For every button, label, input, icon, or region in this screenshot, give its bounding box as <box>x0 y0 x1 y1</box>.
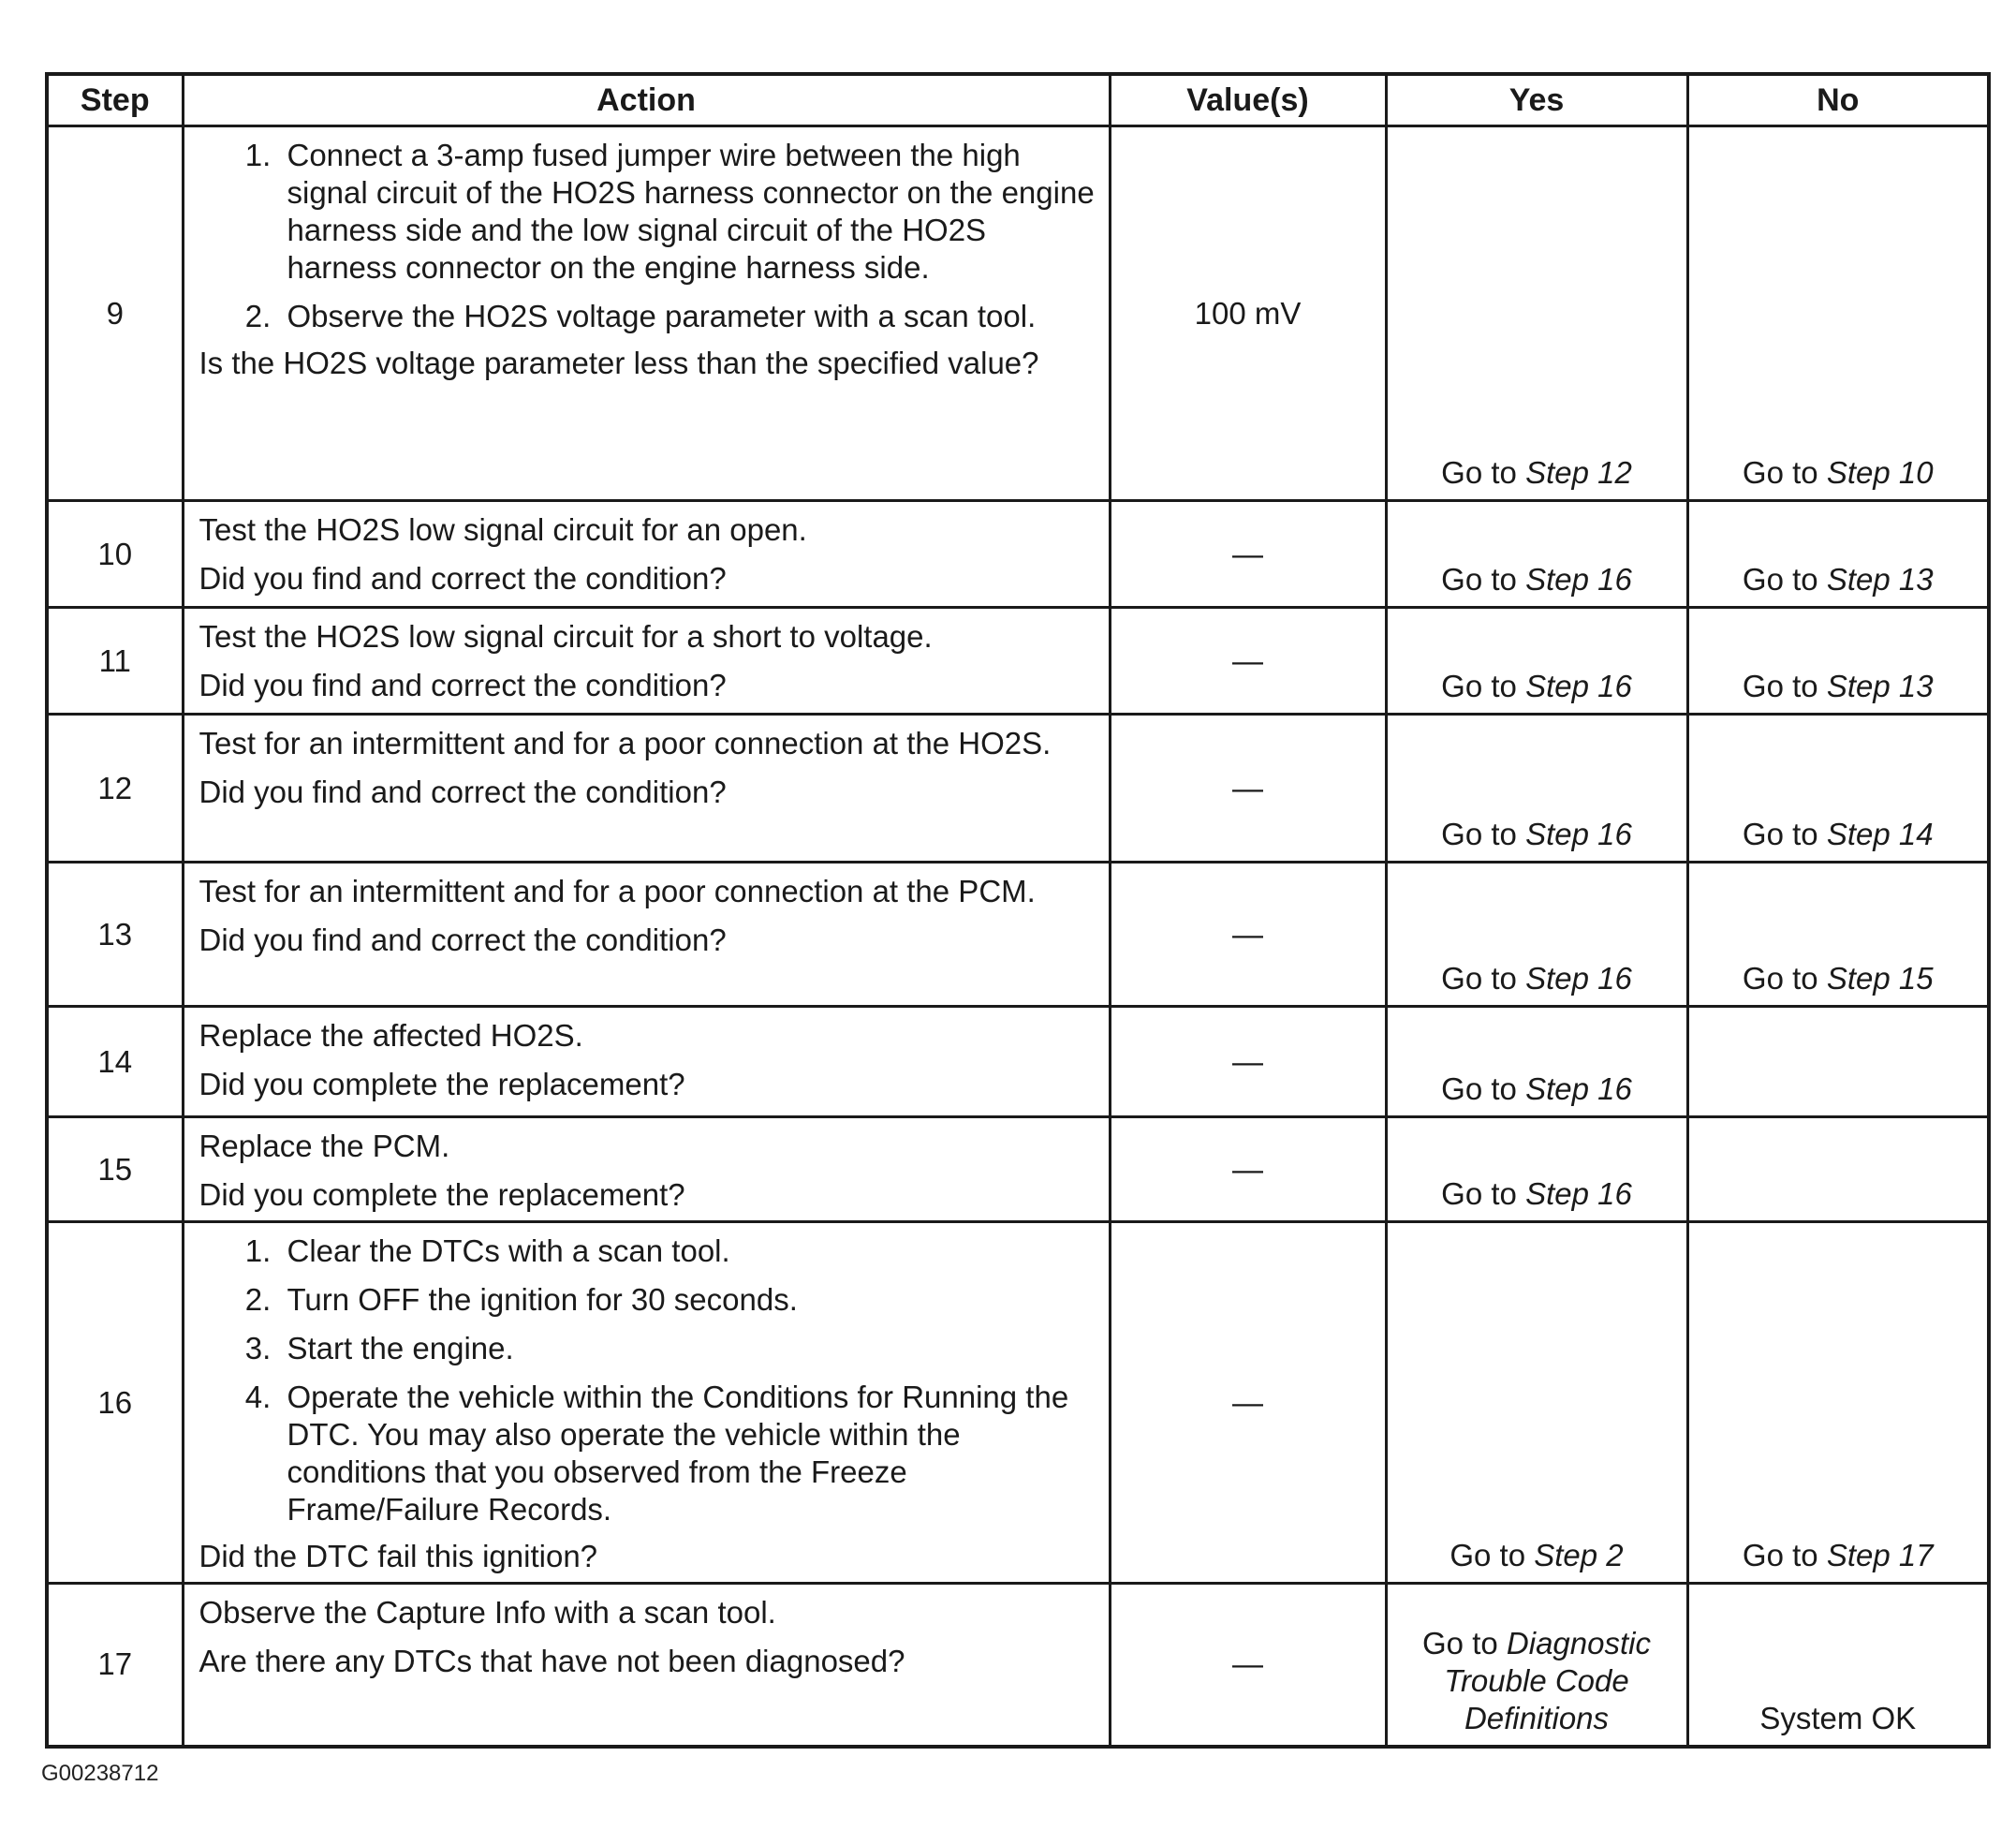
action-instruction: Replace the affected HO2S. <box>199 1018 583 1053</box>
goto-label: Go to <box>1441 669 1517 703</box>
goto-label: Go to <box>1441 817 1517 851</box>
no-result <box>1743 454 1934 492</box>
yes-result-cell <box>1386 501 1687 608</box>
action-question: Did you find and correct the condition? <box>199 561 727 596</box>
yes-result-cell <box>1386 608 1687 715</box>
no-result-cell <box>1687 126 1989 501</box>
action-question: Did you find and correct the condition? <box>199 775 727 809</box>
value-cell: — <box>1110 1584 1386 1747</box>
goto-label: Go to <box>1742 1538 1818 1572</box>
no-result <box>1759 1700 1916 1737</box>
step-reference: Diagnostic Trouble Code Definitions <box>1444 1625 1651 1735</box>
substep-list <box>199 1232 1096 1528</box>
table-row <box>47 126 1989 501</box>
header-step: Step <box>47 74 183 126</box>
step-number: 14 <box>47 1007 183 1117</box>
action-instruction: Observe the Capture Info with a scan tool. <box>199 1595 776 1630</box>
value-cell: — <box>1110 1007 1386 1117</box>
step-number: 11 <box>47 608 183 715</box>
step-reference: Step 16 <box>1525 961 1632 996</box>
action-instruction: Test for an intermittent and for a poor connection at the HO2S. <box>199 726 1052 760</box>
goto-label: Go to <box>1742 961 1818 996</box>
goto-label: Go to <box>1441 961 1517 996</box>
step-reference: Step 16 <box>1525 562 1632 597</box>
step-reference: Step 13 <box>1826 562 1934 597</box>
table-row <box>47 1007 1989 1117</box>
action-cell <box>183 126 1110 501</box>
yes-result <box>1441 1070 1632 1108</box>
substep-item: 4. Operate the vehicle within the Conditions for Running the DTC. You may also operate the vehicle within the conditions that you observed from the Freeze Frame/Failure Records. <box>280 1379 1096 1528</box>
step-reference: Step 16 <box>1525 1071 1632 1106</box>
step-reference: Step 16 <box>1525 669 1632 703</box>
table-row <box>47 608 1989 715</box>
action-question: Did you complete the replacement? <box>199 1067 685 1101</box>
value-cell: — <box>1110 863 1386 1007</box>
step-number: 10 <box>47 501 183 608</box>
yes-result <box>1405 1625 1668 1737</box>
substep-item: 2. Observe the HO2S voltage parameter with a scan tool. <box>280 298 1096 335</box>
yes-result-cell <box>1386 863 1687 1007</box>
goto-label: Go to <box>1742 669 1818 703</box>
no-result <box>1743 561 1934 598</box>
substep-item: 1. Clear the DTCs with a scan tool. <box>280 1232 1096 1270</box>
step-reference: Step 16 <box>1525 817 1632 851</box>
substep-item: 2. Turn OFF the ignition for 30 seconds. <box>280 1281 1096 1319</box>
value-cell: — <box>1110 1117 1386 1222</box>
table-row <box>47 1117 1989 1222</box>
action-cell <box>183 715 1110 863</box>
substep-item: 3. Start the engine. <box>280 1330 1096 1367</box>
value-cell: — <box>1110 501 1386 608</box>
no-result-cell <box>1687 1007 1989 1117</box>
step-number: 13 <box>47 863 183 1007</box>
action-instruction: Test the HO2S low signal circuit for a short to voltage. <box>199 619 933 654</box>
yes-result-cell <box>1386 715 1687 863</box>
goto-label: Go to <box>1422 1625 1498 1660</box>
table-row <box>47 1584 1989 1747</box>
action-instruction: Test for an intermittent and for a poor connection at the PCM. <box>199 874 1036 908</box>
header-yes: Yes <box>1386 74 1687 126</box>
no-result-cell <box>1687 863 1989 1007</box>
action-cell <box>183 608 1110 715</box>
value-cell: — <box>1110 1222 1386 1584</box>
yes-result-cell <box>1386 126 1687 501</box>
table-row <box>47 715 1989 863</box>
step-reference: Step 14 <box>1826 817 1934 851</box>
goto-label: Go to <box>1742 562 1818 597</box>
step-reference: Step 12 <box>1525 455 1632 490</box>
step-number: 17 <box>47 1584 183 1747</box>
no-result <box>1743 960 1934 997</box>
action-cell <box>183 1007 1110 1117</box>
no-result-cell <box>1687 608 1989 715</box>
action-instruction: Replace the PCM. <box>199 1129 450 1163</box>
yes-result-cell <box>1386 1222 1687 1584</box>
yes-result <box>1441 816 1632 853</box>
step-reference: Step 17 <box>1826 1538 1934 1572</box>
action-instruction: Test the HO2S low signal circuit for an open. <box>199 512 807 547</box>
no-result-cell <box>1687 1584 1989 1747</box>
table-body <box>47 126 1989 1747</box>
header-no: No <box>1687 74 1989 126</box>
step-reference: Step 13 <box>1826 669 1934 703</box>
header-values: Value(s) <box>1110 74 1386 126</box>
figure-id: G00238712 <box>41 1761 159 1786</box>
goto-label: Go to <box>1441 1176 1517 1211</box>
yes-result-cell <box>1386 1007 1687 1117</box>
yes-result <box>1441 454 1632 492</box>
action-question: Did the DTC fail this ignition? <box>199 1539 598 1573</box>
yes-result <box>1441 960 1632 997</box>
action-question: Did you find and correct the condition? <box>199 668 727 702</box>
action-question: Is the HO2S voltage parameter less than the specified value? <box>199 346 1039 380</box>
value-cell: 100 mV <box>1110 126 1386 501</box>
yes-result-cell <box>1386 1584 1687 1747</box>
header-action: Action <box>183 74 1110 126</box>
step-number: 15 <box>47 1117 183 1222</box>
goto-label: Go to <box>1742 455 1818 490</box>
action-question: Are there any DTCs that have not been diagnosed? <box>199 1644 905 1678</box>
action-question: Did you find and correct the condition? <box>199 922 727 957</box>
no-result-cell <box>1687 1222 1989 1584</box>
goto-label: Go to <box>1742 817 1818 851</box>
table-row <box>47 1222 1989 1584</box>
yes-result <box>1441 1175 1632 1213</box>
no-result <box>1743 816 1934 853</box>
no-result <box>1743 668 1934 705</box>
action-cell <box>183 1117 1110 1222</box>
step-reference: Step 16 <box>1525 1176 1632 1211</box>
yes-result <box>1441 561 1632 598</box>
action-cell <box>183 863 1110 1007</box>
step-number: 16 <box>47 1222 183 1584</box>
table-row <box>47 863 1989 1007</box>
goto-label: Go to <box>1441 1071 1517 1106</box>
goto-label: Go to <box>1449 1538 1526 1572</box>
value-cell: — <box>1110 715 1386 863</box>
value-cell: — <box>1110 608 1386 715</box>
action-cell <box>183 1584 1110 1747</box>
step-reference: Step 10 <box>1826 455 1934 490</box>
action-cell <box>183 1222 1110 1584</box>
action-cell <box>183 501 1110 608</box>
diagnostic-table <box>45 72 1991 1749</box>
no-result-cell <box>1687 1117 1989 1222</box>
yes-result <box>1441 668 1632 705</box>
substep-list <box>199 137 1096 335</box>
step-number: 9 <box>47 126 183 501</box>
no-result-cell <box>1687 501 1989 608</box>
result-text: System OK <box>1759 1700 1917 1735</box>
step-reference: Step 15 <box>1826 961 1934 996</box>
substep-item: 1. Connect a 3-amp fused jumper wire between the high signal circuit of the HO2S harness connector on the engine harness side and the low signal circuit of the HO2S harness connector on the engine harness side. <box>280 137 1096 287</box>
goto-label: Go to <box>1441 455 1517 490</box>
goto-label: Go to <box>1441 562 1517 597</box>
step-reference: Step 2 <box>1534 1538 1624 1572</box>
no-result <box>1743 1537 1934 1574</box>
yes-result <box>1449 1537 1623 1574</box>
header-row <box>47 74 1989 126</box>
step-number: 12 <box>47 715 183 863</box>
table-row <box>47 501 1989 608</box>
action-question: Did you complete the replacement? <box>199 1177 685 1212</box>
no-result-cell <box>1687 715 1989 863</box>
yes-result-cell <box>1386 1117 1687 1222</box>
